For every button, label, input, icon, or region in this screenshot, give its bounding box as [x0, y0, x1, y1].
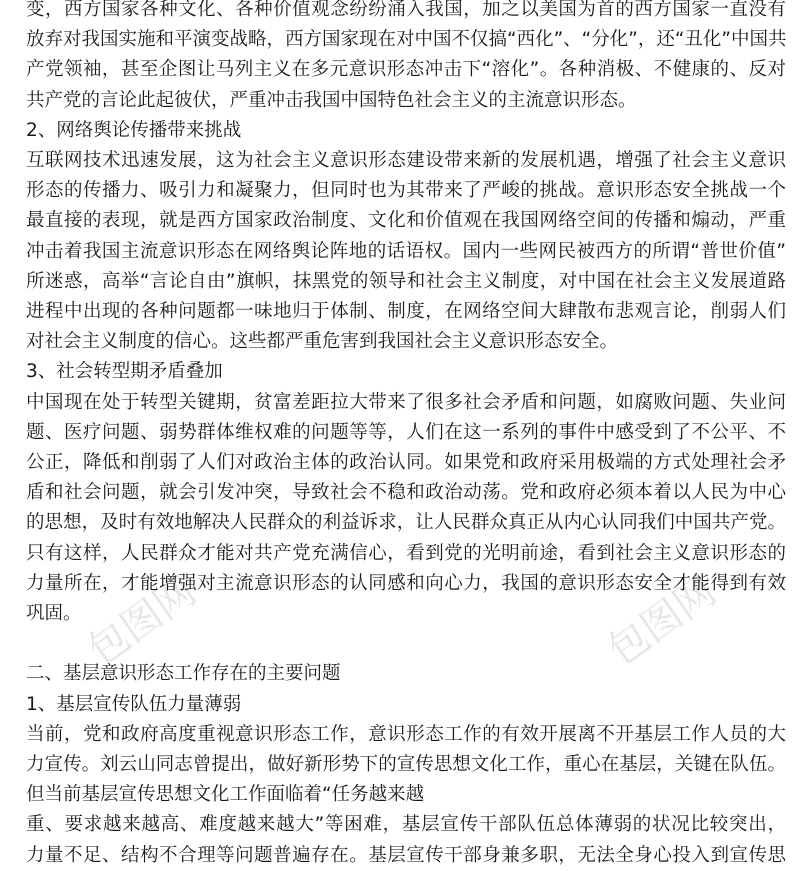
- blank-line: [26, 629, 786, 659]
- text-line: 题、医疗问题、弱势群体维权难的问题等等，人们在这一系列的事件中感受到了不公平、不: [26, 421, 786, 443]
- text-line: 重、要求越来越高、难度越来越大”等困难，基层宣传干部队伍总体薄弱的状况比较突出，: [26, 814, 786, 836]
- section-heading: 1、基层宣传队伍力量薄弱: [26, 693, 242, 715]
- text-line: 产党领袖，甚至企图让马列主义在多元意识形态冲击下“溶化”。各种消极、不健康的、反对: [26, 59, 786, 81]
- text-line: 盾和社会问题，就会引发冲突，导致社会不稳和政治动荡。党和政府必须本着以人民为中心: [26, 482, 786, 504]
- text-line: 但当前基层宣传思想文化工作面临着“任务越来越: [26, 784, 425, 806]
- text-line: 互联网技术迅速发展，这为社会主义意识形态建设带来新的发展机遇，增强了社会主义意识: [26, 150, 786, 171]
- section-heading: 2、网络舆论传播带来挑战: [26, 119, 242, 141]
- text-line: 变，西方国家各种文化、各种价值观念纷纷涌入我国，加之以美国为首的西方国家一直没有: [26, 0, 786, 20]
- watermark-right: 包图网: [599, 568, 725, 675]
- text-line: 对社会主义制度的信心。这些都严重危害到我国社会主义意识形态安全。: [26, 331, 619, 353]
- text-line: 中国现在处于转型关键期，贫富差距拉大带来了很多社会矛盾和问题，如腐败问题、失业问: [26, 391, 786, 413]
- section-heading: 二、基层意识形态工作存在的主要问题: [26, 663, 341, 685]
- watermark-left: 包图网: [79, 568, 205, 675]
- section-heading: 3、社会转型期矛盾叠加: [26, 361, 223, 383]
- text-line: 的思想，及时有效地解决人民群众的利益诉求，让人民群众真正从内心认同我们中国共产党。: [26, 512, 786, 534]
- text-line: 当前，党和政府高度重视意识形态工作，意识形态工作的有效开展离不开基层工作人员的大: [26, 723, 786, 745]
- text-line: 力量所在，才能增强对主流意识形态的认同感和向心力，我国的意识形态安全才能得到有效: [26, 572, 786, 594]
- text-line: 巩固。: [26, 603, 82, 624]
- text-line: 形态的传播力、吸引力和凝聚力，但同时也为其带来了严峻的挑战。意识形态安全挑战一个: [26, 180, 786, 202]
- text-line: 公正，降低和削弱了人们对政治主体的政治认同。如果党和政府采用极端的方式处理社会矛: [26, 452, 786, 473]
- text-line: 力宣传。刘云山同志曾提出，做好新形势下的宣传思想文化工作，重心在基层，关键在队伍。: [26, 754, 786, 775]
- text-line: 共产党的言论此起彼伏，严重冲击我国中国特色社会主义的主流意识形态。: [26, 89, 637, 111]
- text-line: 最直接的表现，就是西方国家政治制度、文化和价值观在我国网络空间的传播和煽动，严重: [26, 210, 786, 232]
- text-line: 进程中出现的各种问题都一味地归于体制、制度，在网络空间大肆散布悲观言论，削弱人们: [26, 301, 786, 322]
- text-line: 力量不足、结构不合理等问题普遍存在。基层宣传干部身兼多职，无法全身心投入到宣传思: [26, 844, 786, 866]
- text-line: 所迷惑，高举“言论自由”旗帜，抹黑党的领导和社会主义制度，对中国在社会主义发展道路: [26, 270, 786, 292]
- text-line: 冲击着我国主流意识形态在网络舆论阵地的话语权。国内一些网民被西方的所谓“普世价值”: [26, 240, 786, 262]
- text-line: 只有这样，人民群众才能对共产党充满信心，看到党的光明前途，看到社会主义意识形态的: [26, 542, 786, 564]
- text-line: 放弃对我国实施和平演变战略，西方国家现在对中国不仅搞“西化”、“分化”，还“丑化”中国共: [26, 29, 787, 51]
